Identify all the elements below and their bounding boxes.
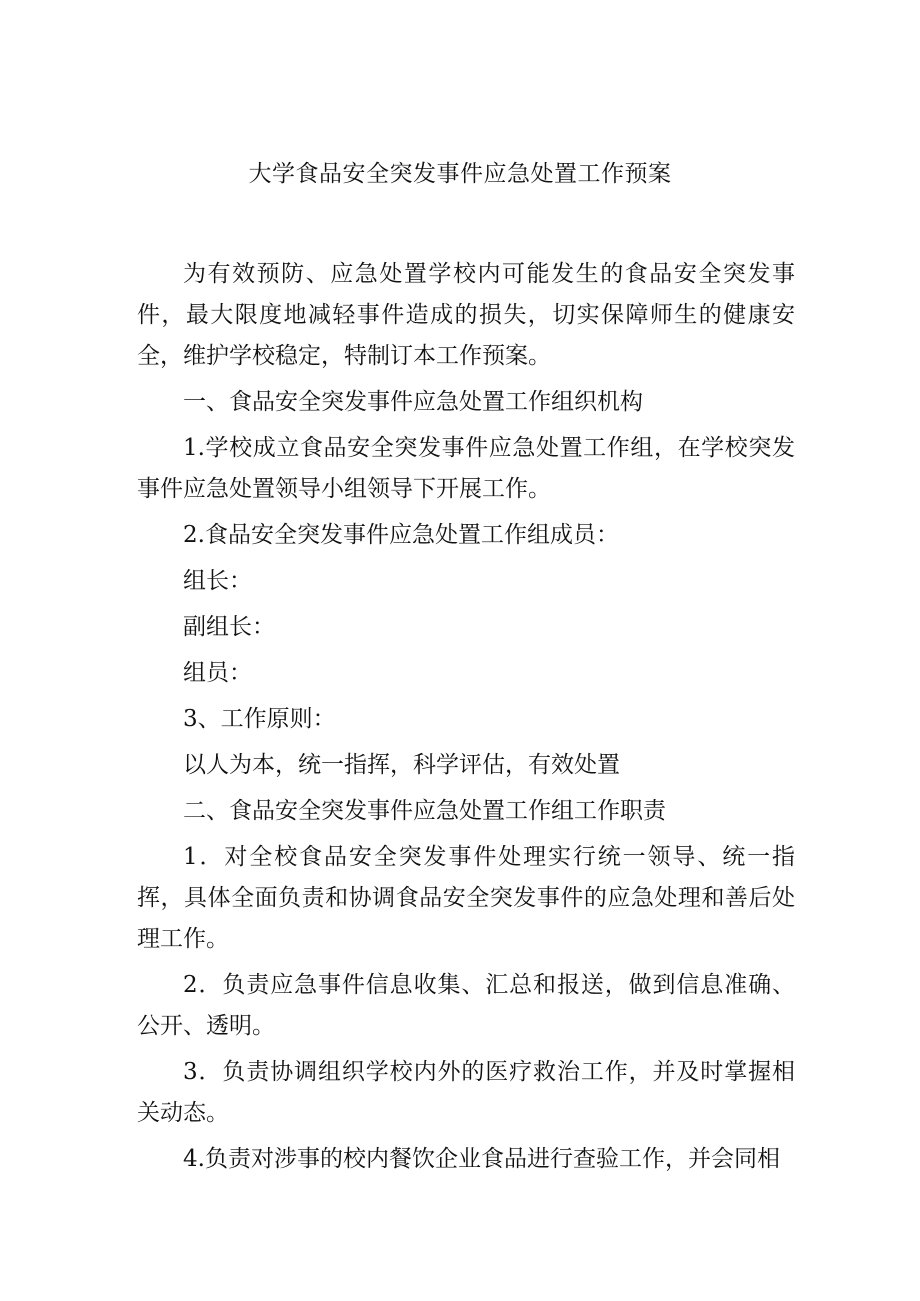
- group-leader-line: 组长：: [183, 568, 252, 594]
- document-body: [137, 254, 795, 1185]
- principles-line: 以人为本，统一指挥，科学评估，有效处置: [183, 752, 620, 778]
- duty-item-4: 4.负责对涉事的校内餐饮企业食品进行查验工作，并会同相: [183, 1146, 780, 1172]
- intro-paragraph: 为有效预防、应急处置学校内可能发生的食品安全突发事件，最大限度地减轻事件造成的损失，切实保障师生的健康安全，维护学校稳定，特制订本工作预案。: [137, 261, 795, 369]
- list-item-1-2: 2.食品安全突发事件应急处置工作组成员：: [183, 522, 619, 548]
- list-item-1-3: 3、工作原则：: [183, 706, 336, 732]
- list-item-1-1: 1.学校成立食品安全突发事件应急处置工作组，在学校突发事件应急处置领导小组领导下开展工作。: [137, 435, 795, 502]
- section-heading-1: 一、食品安全突发事件应急处置工作组织机构: [183, 389, 643, 415]
- duty-item-1: 1．对全校食品安全突发事件处理实行统一领导、统一指挥，具体全面负责和协调食品安全突发事件的应急处理和善后处理工作。: [137, 844, 795, 952]
- section-heading-2: 二、食品安全突发事件应急处置工作组工作职责: [183, 798, 666, 824]
- document-title: 大学食品安全突发事件应急处置工作预案: [248, 161, 672, 187]
- group-members-line: 组员：: [183, 660, 252, 686]
- duty-item-3: 3．负责协调组织学校内外的医疗救治工作，并及时掌握相关动态。: [137, 1059, 795, 1126]
- deputy-leader-line: 副组长：: [183, 614, 275, 640]
- duty-item-2: 2．负责应急事件信息收集、汇总和报送，做到信息准确、公开、透明。: [137, 972, 795, 1039]
